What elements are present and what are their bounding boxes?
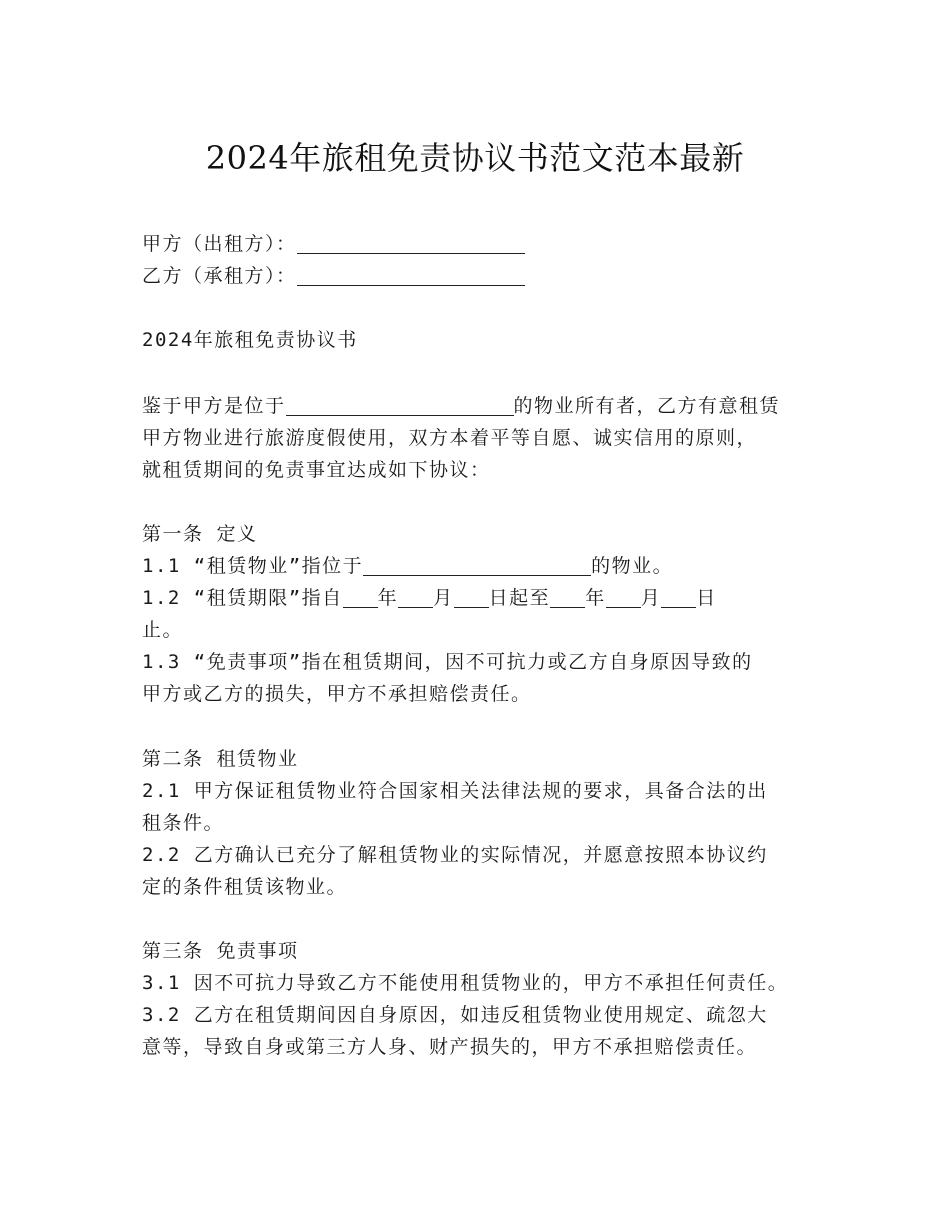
clause-2-2-line-2: 定的条件租赁该物业。 — [142, 876, 348, 898]
clause-2-2-line-1: 2.2 乙方确认已充分了解租赁物业的实际情况，并愿意按照本协议约 — [142, 844, 768, 866]
article-1-heading: 第一条 定义 — [142, 523, 258, 545]
clause-text: 年 — [585, 587, 606, 609]
clause-1-3-line-2: 甲方或乙方的损失，甲方不承担赔偿责任。 — [142, 683, 532, 705]
parties-block — [142, 228, 525, 292]
document-title: 2024年旅租免责协议书范文范本最新 — [205, 139, 745, 177]
clause-text: 1.1 “租赁物业”指位于 — [142, 555, 364, 577]
clause-2-1-line-1: 2.1 甲方保证租赁物业符合国家相关法律法规的要求，具备合法的出 — [142, 780, 768, 802]
clause-text: 日起至 — [488, 587, 551, 609]
article-3 — [142, 935, 788, 1063]
preamble-text: 鉴于甲方是位于 — [142, 395, 286, 417]
clause-text: 年 — [377, 587, 399, 609]
clause-3-1: 3.1 因不可抗力导致乙方不能使用租赁物业的，甲方不承担任何责任。 — [142, 972, 789, 994]
clause-1-1 — [142, 550, 753, 582]
clause-3-2-line-2: 意等，导致自身或第三方人身、财产损失的，甲方不承担赔偿责任。 — [142, 1036, 758, 1058]
preamble-line-2: 甲方物业进行旅游度假使用，双方本着平等自愿、诚实信用的原则， — [142, 427, 758, 449]
end-day-blank — [661, 587, 696, 608]
article-3-heading: 第三条 免责事项 — [142, 940, 299, 962]
clause-1-2-end: 止。 — [142, 619, 184, 641]
clause-1-2 — [142, 582, 753, 614]
clause-2-1-line-2: 租条件。 — [142, 812, 225, 834]
party-a-blank — [297, 233, 525, 254]
article-1 — [142, 518, 753, 710]
preamble-line-1 — [142, 390, 780, 422]
preamble-text: 的物业所有者，乙方有意租赁 — [513, 395, 781, 417]
clause-text: 月 — [640, 587, 662, 609]
agreement-subtitle: 2024年旅租免责协议书 — [142, 329, 358, 351]
party-b-line — [142, 260, 525, 292]
party-b-label: 乙方（承租方）： — [142, 265, 297, 287]
clause-text: 日 — [696, 587, 717, 609]
preamble-block — [142, 390, 780, 486]
clause-text: 1.2 “租赁期限”指自 — [142, 587, 343, 609]
party-b-blank — [297, 265, 525, 286]
property-location-blank — [286, 395, 514, 416]
start-month-blank — [398, 587, 433, 608]
clause-3-2-line-1: 3.2 乙方在租赁期间因自身原因，如违反租赁物业使用规定、疏忽大 — [142, 1004, 768, 1026]
preamble-line-3: 就租赁期间的免责事宜达成如下协议： — [142, 459, 491, 481]
clause-text: 的物业。 — [591, 555, 674, 577]
property-address-blank — [363, 555, 591, 576]
clause-text: 月 — [433, 587, 454, 609]
end-year-blank — [550, 587, 585, 608]
article-2-heading: 第二条 租赁物业 — [142, 748, 299, 770]
party-a-label: 甲方（出租方）： — [142, 233, 297, 255]
end-month-blank — [606, 587, 641, 608]
start-day-blank — [454, 587, 489, 608]
article-2 — [142, 743, 768, 903]
start-year-blank — [343, 587, 378, 608]
party-a-line — [142, 228, 525, 260]
clause-1-3-line-1: 1.3 “免责事项”指在租赁期间，因不可抗力或乙方自身原因导致的 — [142, 651, 753, 673]
